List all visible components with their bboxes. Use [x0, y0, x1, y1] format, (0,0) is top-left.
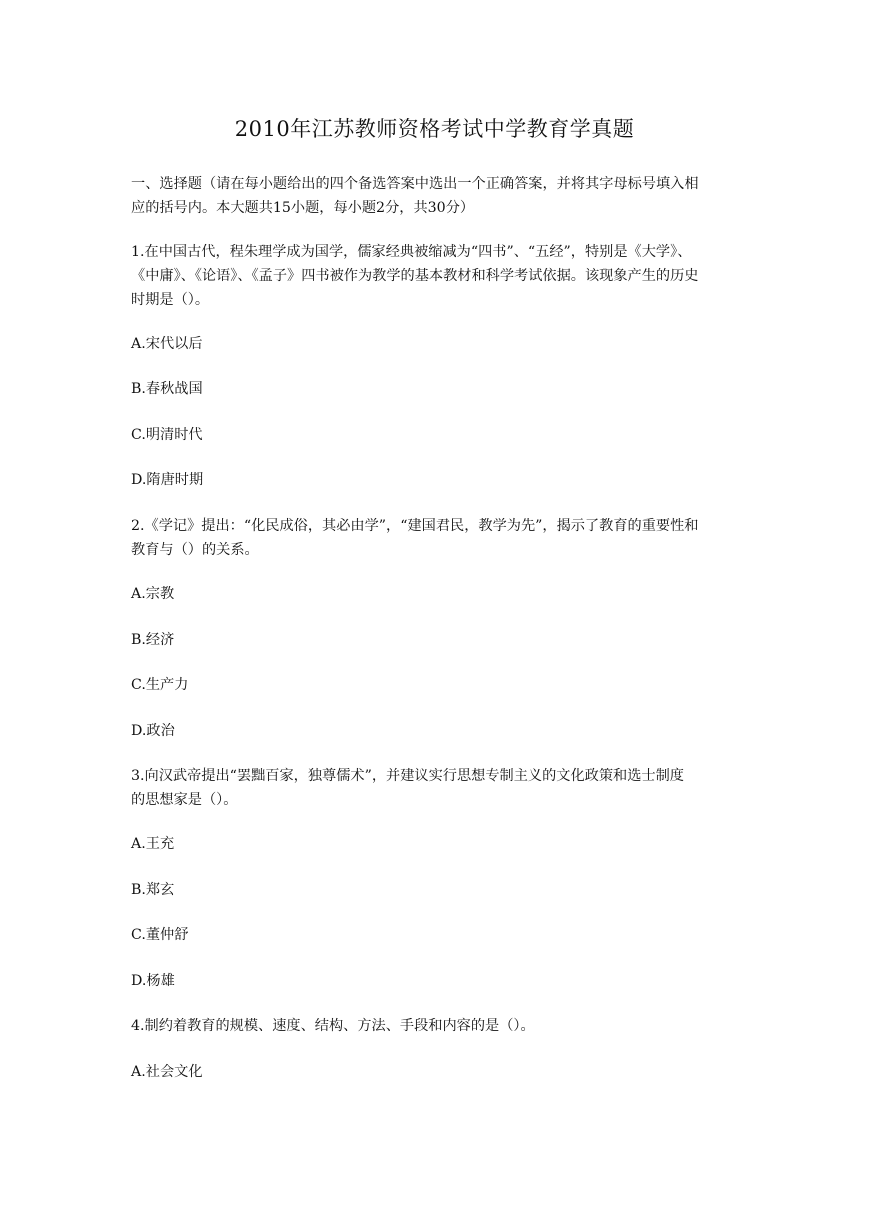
question-stem-line: 1.在中国古代，程朱理学成为国学，儒家经典被缩减为“四书”、“五经”，特别是《大学》、	[131, 244, 692, 260]
question-2-option-d: D.政治	[131, 723, 175, 739]
question-1-option-d: D.隋唐时期	[131, 472, 204, 488]
question-stem-line: 2.《学记》提出：“化民成俗，其必由学”，“建国君民，教学为先”，揭示了教育的重要性和	[131, 518, 699, 534]
question-3-stem	[131, 764, 741, 812]
question-2-option-b: B.经济	[131, 632, 175, 648]
question-1-option-a: A.宋代以后	[131, 336, 203, 352]
question-4-stem	[131, 1014, 741, 1038]
document-title: 2010年江苏教师资格考试中学教育学真题	[234, 117, 635, 141]
question-stem-line: 教育与（）的关系。	[131, 542, 259, 558]
section-instructions	[131, 172, 741, 220]
instructions-line: 应的括号内。本大题共15小题，每小题2分，共30分）	[131, 200, 475, 216]
question-stem-line: 4.制约着教育的规模、速度、结构、方法、手段和内容的是（）。	[131, 1018, 535, 1034]
question-stem-line: 《中庸》、《论语》、《孟子》四书被作为教学的基本教材和科学考试依据。该现象产生的历史	[131, 268, 699, 284]
question-3-option-c: C.董仲舒	[131, 927, 189, 943]
question-1-stem	[131, 240, 741, 312]
question-1-option-b: B.春秋战国	[131, 381, 203, 397]
question-stem-line: 的思想家是（）。	[131, 792, 238, 808]
question-3-option-a: A.王充	[131, 836, 175, 852]
question-stem-line: 时期是（）。	[131, 292, 210, 308]
question-2-option-a: A.宗教	[131, 586, 175, 602]
question-1-option-c: C.明清时代	[131, 427, 203, 443]
question-3-option-b: B.郑玄	[131, 882, 175, 898]
question-2-option-c: C.生产力	[131, 677, 189, 693]
question-2-stem	[131, 514, 741, 562]
question-3-option-d: D.杨雄	[131, 973, 175, 989]
question-4-option-a: A.社会文化	[131, 1064, 203, 1080]
question-stem-line: 3.向汉武帝提出“罢黜百家，独尊儒术”，并建议实行思想专制主义的文化政策和选士制度	[131, 768, 684, 784]
instructions-line: 一、选择题（请在每小题给出的四个备选答案中选出一个正确答案，并将其字母标号填入相	[131, 176, 699, 192]
